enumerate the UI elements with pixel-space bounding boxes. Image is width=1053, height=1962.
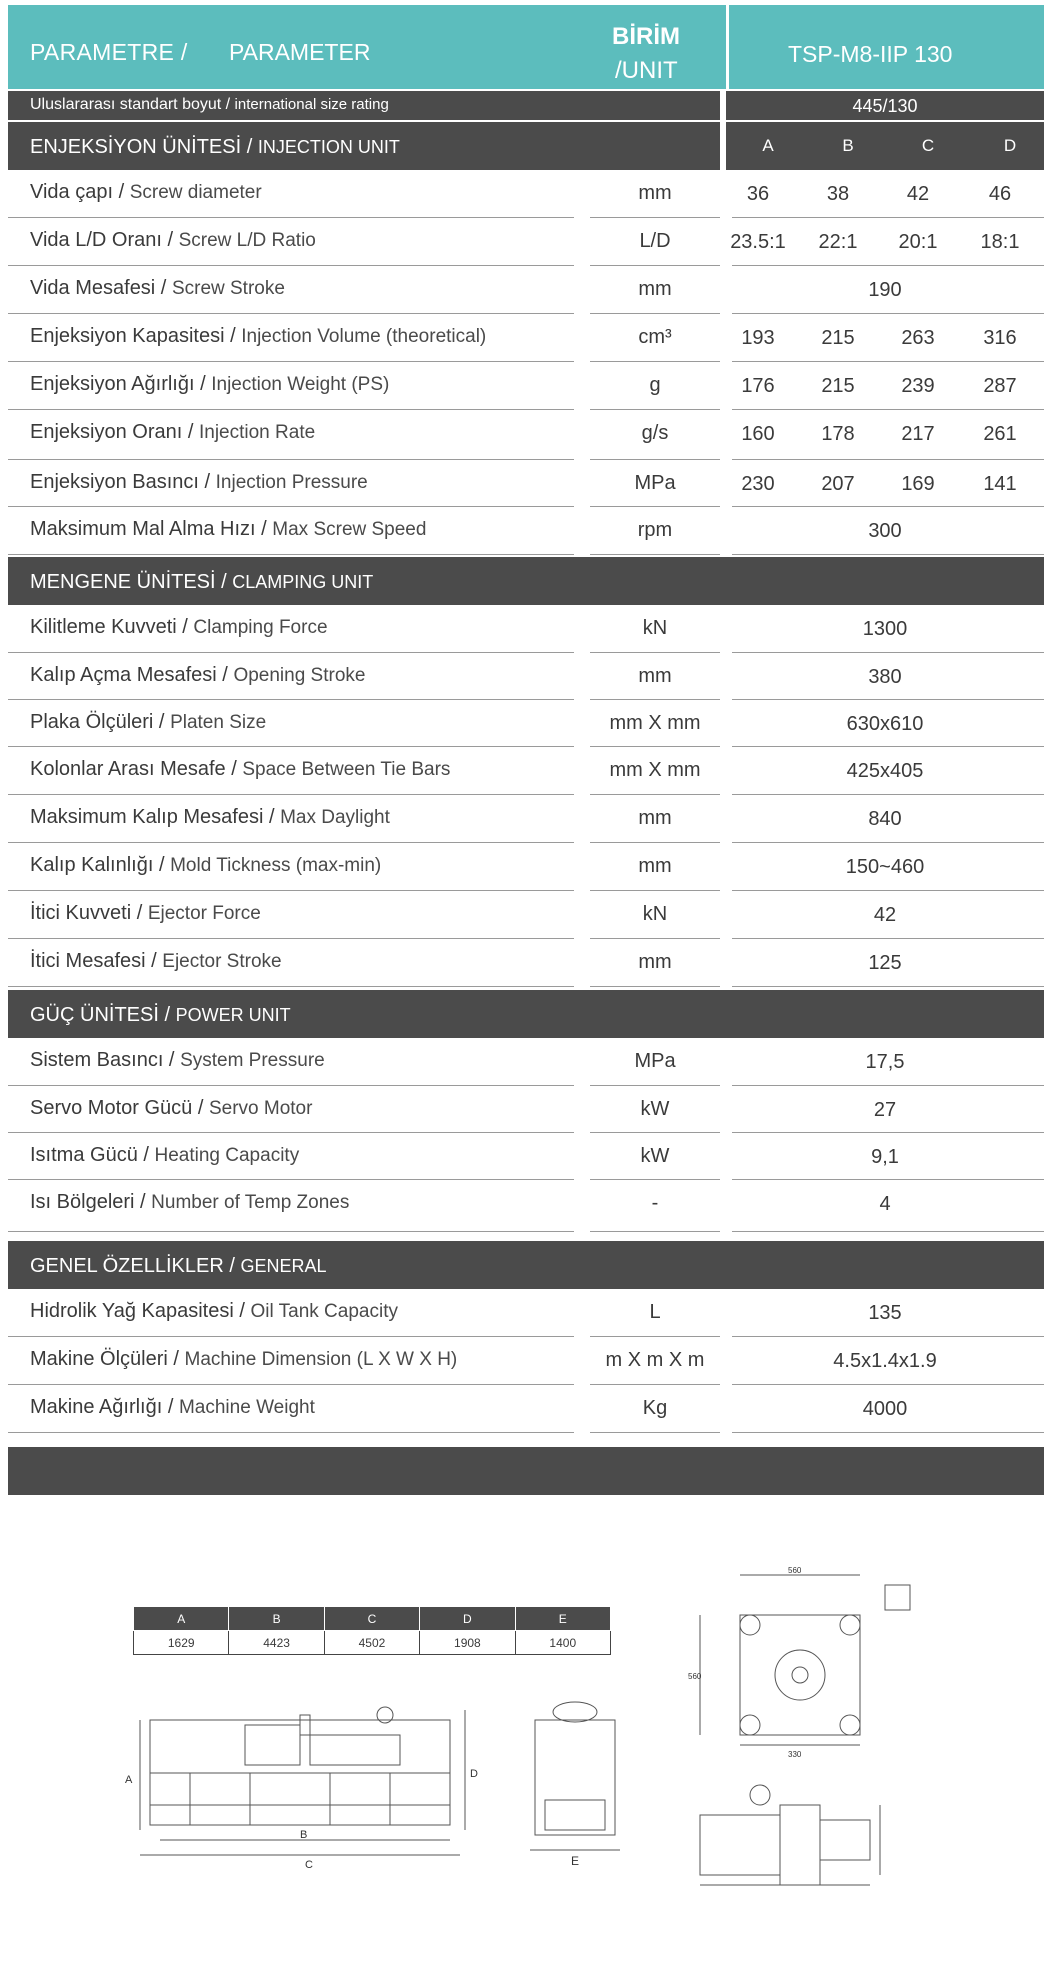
spec-row	[8, 1289, 1044, 1337]
dim-label-a: A	[125, 1774, 133, 1786]
spec-unit: m X m X m	[605, 1349, 705, 1371]
dim-header: A	[134, 1607, 229, 1631]
spec-row	[8, 891, 1044, 939]
spec-values	[726, 231, 1044, 259]
row-divider	[8, 986, 574, 987]
spec-values	[726, 666, 1044, 694]
row-divider	[732, 1432, 1044, 1433]
spec-label: Plaka Ölçüleri / Platen Size	[30, 711, 267, 733]
spec-row	[8, 170, 1044, 218]
spec-value: 215	[821, 327, 855, 349]
column-header-2: C	[921, 136, 935, 155]
spec-value: 193	[741, 327, 775, 349]
spec-label: Enjeksiyon Kapasitesi / Injection Volume (theoretical)	[30, 325, 487, 347]
row-divider	[590, 1432, 720, 1433]
spec-label: Hidrolik Yağ Kapasitesi / Oil Tank Capacity	[30, 1300, 398, 1322]
spec-value: 217	[901, 423, 935, 445]
column-header-3: D	[1003, 136, 1017, 155]
platen-bottom-label: 330	[788, 1750, 802, 1759]
spec-unit: L	[649, 1301, 661, 1323]
spec-unit: mm	[638, 278, 672, 300]
spec-values	[726, 423, 1044, 451]
spec-unit: L/D	[639, 230, 671, 252]
section-title: ENJEKSİYON ÜNİTESİ / INJECTION UNIT	[30, 136, 400, 158]
spec-value: 18:1	[980, 231, 1020, 253]
spec-unit: mm	[638, 951, 672, 973]
section-title: MENGENE ÜNİTESİ / CLAMPING UNIT	[30, 571, 374, 593]
spec-value: 135	[868, 1302, 902, 1324]
spec-value: 17,5	[865, 1051, 905, 1073]
spec-label: Isıtma Gücü / Heating Capacity	[30, 1144, 300, 1166]
column-header-0: A	[762, 136, 774, 155]
spec-label: Kalıp Kalınlığı / Mold Tickness (max-min)	[30, 854, 382, 876]
dim-value: 1629	[134, 1631, 229, 1655]
spec-unit: kW	[640, 1098, 670, 1120]
machine-front-view-drawing	[525, 1690, 625, 1870]
spec-row	[8, 605, 1044, 653]
spec-value: 125	[868, 952, 902, 974]
spec-value: 160	[741, 423, 775, 445]
spec-row	[8, 460, 1044, 507]
row-divider	[590, 986, 720, 987]
spec-row	[8, 1385, 1044, 1433]
dim-value: 1400	[515, 1631, 610, 1655]
platen-width-label: 560	[788, 1566, 802, 1575]
spec-value: 42	[873, 904, 897, 926]
spec-value: 840	[868, 808, 902, 830]
spec-unit: -	[651, 1192, 659, 1214]
spec-value: 176	[741, 375, 775, 397]
spec-row	[8, 362, 1044, 410]
model-name: TSP-M8-IIP 130	[788, 41, 953, 67]
dim-value: 4423	[229, 1631, 324, 1655]
spec-row	[8, 1337, 1044, 1385]
spec-label: Vida çapı / Screw diameter	[30, 181, 262, 203]
spec-row	[8, 314, 1044, 362]
header-divider	[726, 5, 729, 89]
spec-label: Kalıp Açma Mesafesi / Opening Stroke	[30, 664, 366, 686]
spec-value: 630x610	[846, 713, 924, 735]
spec-row	[8, 747, 1044, 795]
spec-unit: mm	[638, 807, 672, 829]
spec-value: 1300	[862, 618, 908, 640]
spec-value: 190	[868, 279, 902, 301]
spec-row	[8, 939, 1044, 987]
spec-values	[726, 375, 1044, 403]
dim-header: E	[515, 1607, 610, 1631]
spec-row	[8, 266, 1044, 314]
spec-value: 287	[983, 375, 1017, 397]
spec-unit: kW	[640, 1145, 670, 1167]
spec-value: 20:1	[898, 231, 938, 253]
spec-unit: kN	[642, 617, 668, 639]
spec-label: Servo Motor Gücü / Servo Motor	[30, 1097, 313, 1119]
spec-unit: mm	[638, 665, 672, 687]
spec-values	[726, 856, 1044, 884]
spec-values	[726, 808, 1044, 836]
parameter-header-tr: PARAMETRE /	[30, 39, 188, 65]
spec-row	[8, 1180, 1044, 1232]
row-divider	[732, 1231, 1044, 1232]
spec-label: İtici Mesafesi / Ejector Stroke	[30, 950, 282, 972]
spec-value: 9,1	[871, 1146, 899, 1168]
spec-value: 215	[821, 375, 855, 397]
spec-row	[8, 843, 1044, 891]
spec-value: 36	[746, 183, 770, 205]
row-divider	[8, 554, 574, 555]
row-divider	[8, 1231, 574, 1232]
ejector-drawing	[690, 1775, 920, 1895]
spec-header	[8, 5, 1044, 89]
spec-unit: Kg	[642, 1397, 668, 1419]
spec-values	[726, 1099, 1044, 1127]
spec-label: Kolonlar Arası Mesafe / Space Between Tie Bars	[30, 758, 451, 780]
spec-row	[8, 1086, 1044, 1133]
spec-value: 263	[901, 327, 935, 349]
spec-value: 38	[826, 183, 850, 205]
machine-side-view-drawing	[125, 1705, 490, 1875]
dim-label-b: B	[300, 1829, 308, 1841]
spec-unit: g	[649, 374, 661, 396]
dimension-header-row	[134, 1607, 611, 1631]
spec-values	[726, 183, 1044, 211]
spec-value: 23.5:1	[730, 231, 786, 253]
spec-value: 169	[901, 473, 935, 495]
spec-value: 22:1	[818, 231, 858, 253]
spec-value: 46	[988, 183, 1012, 205]
section-header-injection	[8, 122, 1044, 170]
spec-row	[8, 1038, 1044, 1086]
spec-unit: MPa	[634, 1050, 676, 1072]
unit-header-tr: BİRİM	[612, 23, 680, 50]
section-title: GÜÇ ÜNİTESİ / POWER UNIT	[30, 1004, 291, 1026]
spec-values	[726, 520, 1044, 548]
spec-value: 207	[821, 473, 855, 495]
spec-unit: MPa	[634, 472, 676, 494]
spec-values	[726, 1146, 1044, 1174]
spec-value: 230	[741, 473, 775, 495]
spec-values	[726, 618, 1044, 646]
spec-value: 316	[983, 327, 1017, 349]
spec-values	[726, 904, 1044, 932]
dim-value: 4502	[324, 1631, 419, 1655]
column-header-1: B	[842, 136, 854, 155]
spec-unit: mm X mm	[609, 712, 701, 734]
dim-value: 1908	[420, 1631, 515, 1655]
spec-label: Kilitleme Kuvveti / Clamping Force	[30, 616, 328, 638]
dim-label-d: D	[470, 1768, 478, 1780]
spec-value: 27	[873, 1099, 897, 1121]
spec-unit: cm³	[638, 326, 672, 348]
spec-label: Enjeksiyon Oranı / Injection Rate	[30, 421, 316, 443]
spec-row	[8, 700, 1044, 747]
spec-label: Maksimum Kalıp Mesafesi / Max Daylight	[30, 806, 390, 828]
spec-values	[726, 1302, 1044, 1330]
spec-values	[726, 327, 1044, 355]
row-divider	[8, 1432, 574, 1433]
spec-label: Makine Ölçüleri / Machine Dimension (L X W X H)	[30, 1348, 458, 1370]
unit-header-en: /UNIT	[615, 57, 678, 84]
spec-row	[8, 507, 1044, 555]
spec-label: Sistem Basıncı / System Pressure	[30, 1049, 325, 1071]
spec-value: 178	[821, 423, 855, 445]
spec-values	[726, 1051, 1044, 1079]
section-title: GENEL ÖZELLİKLER / GENERAL	[30, 1255, 327, 1277]
row-divider	[590, 554, 720, 555]
spec-value: 4.5x1.4x1.9	[833, 1350, 937, 1372]
spec-row	[8, 653, 1044, 700]
spec-unit: mm X mm	[609, 759, 701, 781]
spec-values	[726, 760, 1044, 788]
spec-values	[726, 1193, 1044, 1221]
spec-label: İtici Kuvveti / Ejector Force	[30, 902, 261, 924]
row-divider	[590, 1231, 720, 1232]
size-rating-value: 445/130	[726, 91, 1044, 120]
spec-values	[726, 473, 1044, 501]
row-divider	[732, 986, 1044, 987]
spec-value: 4000	[862, 1398, 908, 1420]
spec-values	[726, 1398, 1044, 1426]
spec-values	[726, 279, 1044, 307]
spec-values	[726, 952, 1044, 980]
size-rating-label: Uluslararası standart boyut / international size rating	[8, 91, 720, 120]
spec-label: Vida L/D Oranı / Screw L/D Ratio	[30, 229, 316, 251]
spec-values	[726, 1350, 1044, 1378]
screw-columns	[726, 122, 1044, 170]
spec-value: 150~460	[845, 856, 925, 878]
spec-value: 4	[879, 1193, 891, 1215]
spec-unit: kN	[642, 903, 668, 925]
spec-values	[726, 713, 1044, 741]
spec-value: 42	[906, 183, 930, 205]
section-header-power	[8, 990, 1044, 1038]
spec-row	[8, 410, 1044, 460]
dim-label-c: C	[305, 1859, 313, 1871]
dim-header: D	[420, 1607, 515, 1631]
spec-value: 380	[868, 666, 902, 688]
row-divider	[732, 554, 1044, 555]
spec-value: 261	[983, 423, 1017, 445]
spec-row	[8, 218, 1044, 266]
dimension-value-row	[134, 1631, 611, 1655]
spec-unit: mm	[638, 182, 672, 204]
dimension-table	[133, 1606, 611, 1655]
spec-label: Vida Mesafesi / Screw Stroke	[30, 277, 285, 299]
dim-header: C	[324, 1607, 419, 1631]
footer-bar	[8, 1447, 1044, 1495]
platen-drawing	[680, 1565, 940, 1765]
spec-row	[8, 795, 1044, 843]
spec-unit: mm	[638, 855, 672, 877]
spec-label: Isı Bölgeleri / Number of Temp Zones	[30, 1191, 350, 1213]
parameter-header-en: PARAMETER	[229, 39, 371, 65]
size-rating-row	[8, 91, 1044, 120]
spec-value: 425x405	[846, 760, 924, 782]
dim-header: B	[229, 1607, 324, 1631]
spec-label: Enjeksiyon Basıncı / Injection Pressure	[30, 471, 368, 493]
section-header-general	[8, 1241, 1044, 1289]
spec-unit: g/s	[641, 422, 669, 444]
spec-label: Makine Ağırlığı / Machine Weight	[30, 1396, 315, 1418]
spec-unit: rpm	[637, 519, 673, 541]
spec-value: 300	[868, 520, 902, 542]
spec-row	[8, 1133, 1044, 1180]
spec-value: 239	[901, 375, 935, 397]
spec-label: Maksimum Mal Alma Hızı / Max Screw Speed	[30, 518, 427, 540]
platen-height-label: 560	[688, 1672, 702, 1681]
section-header-clamping	[8, 557, 1044, 605]
dim-label-e: E	[571, 1854, 580, 1868]
spec-value: 141	[983, 473, 1017, 495]
spec-label: Enjeksiyon Ağırlığı / Injection Weight (PS)	[30, 373, 390, 395]
